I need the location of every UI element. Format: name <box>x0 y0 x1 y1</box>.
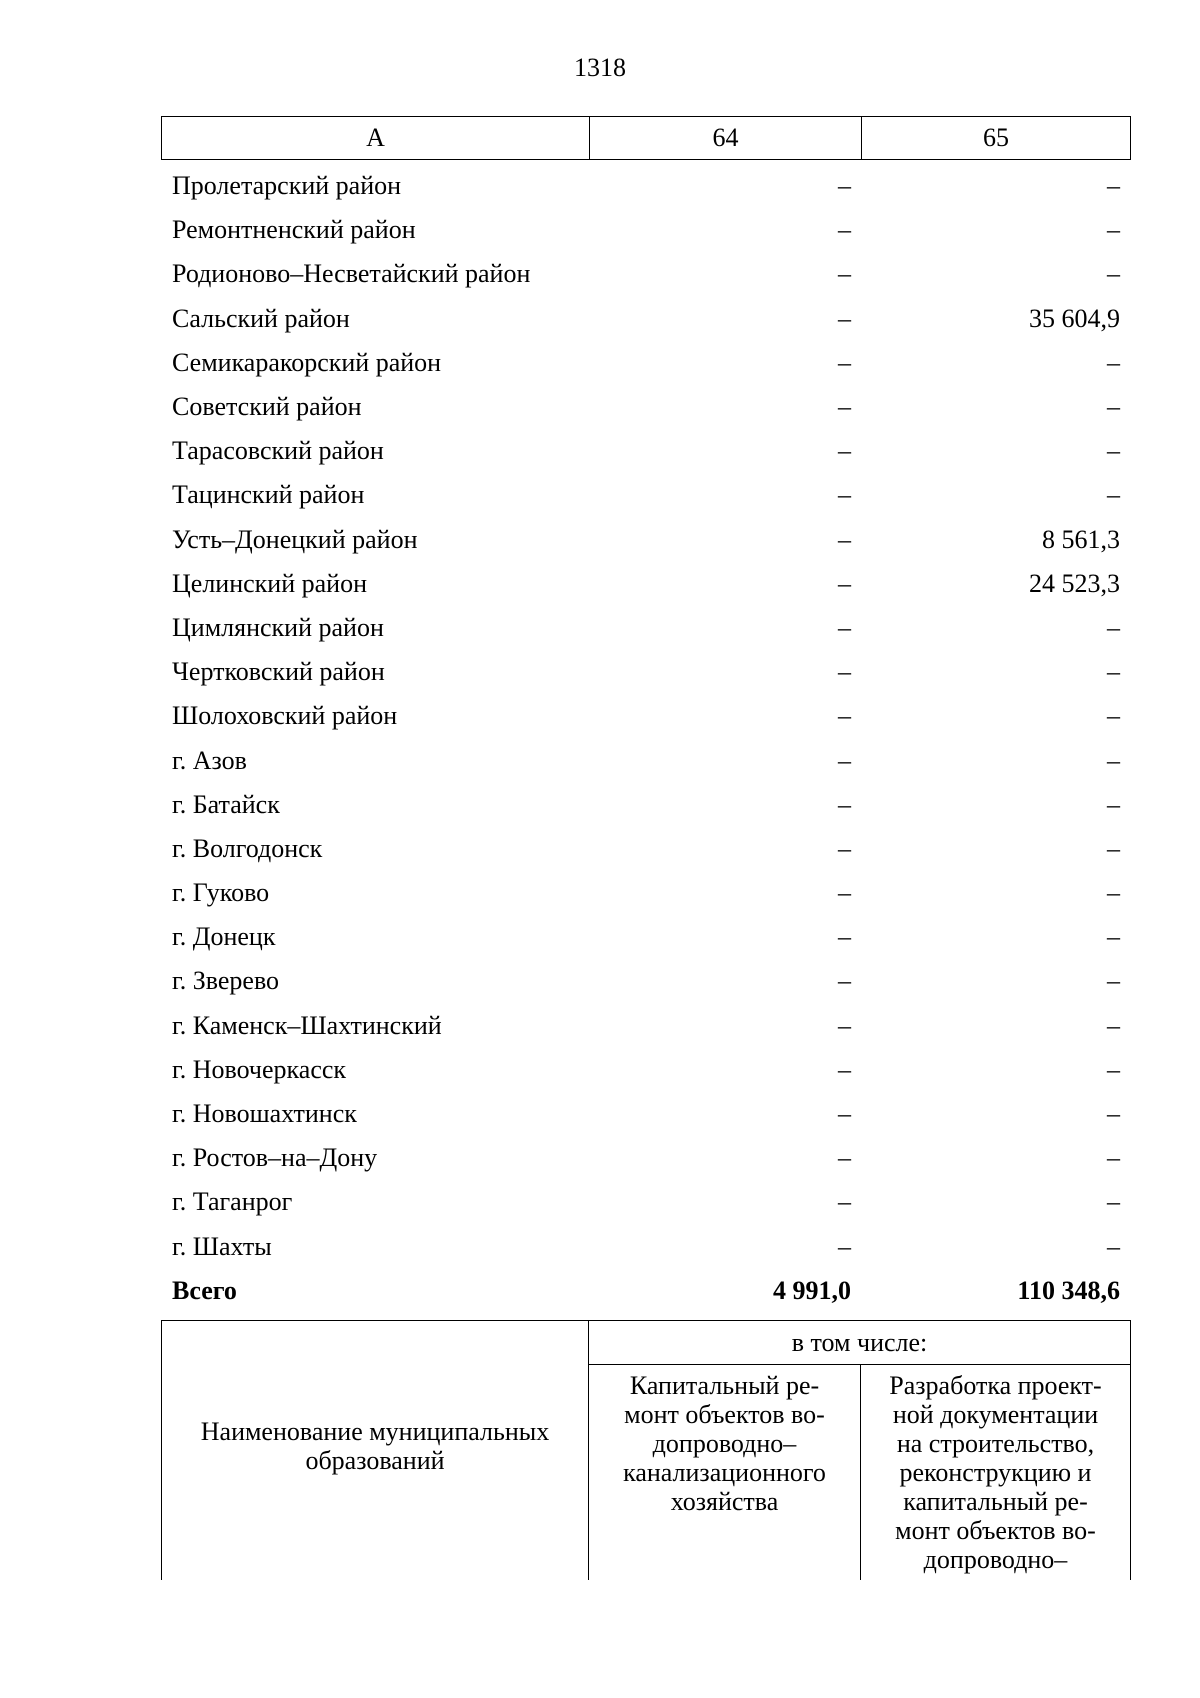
table-row <box>161 606 1131 650</box>
municipality-name-header-line: Наименование муниципальных <box>200 1416 550 1446</box>
value-col-65: – <box>1107 922 1120 952</box>
municipality-name: г. Азов <box>172 745 247 775</box>
table-row <box>161 385 1131 429</box>
value-col-65: – <box>1107 259 1120 289</box>
value-col-65: – <box>1107 392 1120 422</box>
value-col-64: – <box>838 1143 851 1173</box>
value-col-65: – <box>1107 701 1120 731</box>
table-row <box>161 694 1131 738</box>
value-col-64: – <box>838 259 851 289</box>
municipality-name: Родионово–Несветайский район <box>172 259 531 289</box>
municipality-name: Тарасовский район <box>172 436 384 466</box>
municipality-name-header-line: образований <box>305 1445 445 1475</box>
value-col-64: – <box>838 612 851 642</box>
column-header-65: 65 <box>983 123 1009 152</box>
value-col-64: – <box>838 745 851 775</box>
value-col-65: – <box>1107 657 1120 687</box>
value-col-64: – <box>838 215 851 245</box>
municipality-name: г. Шахты <box>172 1231 272 1261</box>
municipality-name: Усть–Донецкий район <box>172 524 418 554</box>
bottom-header-table <box>161 1320 1131 1580</box>
column-header-table <box>161 116 1131 160</box>
column-header-64: 64 <box>590 117 862 159</box>
value-col-64: – <box>838 171 851 201</box>
design-documentation-header-line: ной документации <box>892 1400 1099 1429</box>
design-documentation-header-line: реконструкцию и <box>899 1458 1092 1487</box>
total-label: Всего <box>172 1275 237 1305</box>
value-col-65: – <box>1107 833 1120 863</box>
design-documentation-header-line: на строительство, <box>896 1429 1095 1458</box>
design-documentation-header-line: капитальный ре- <box>903 1487 1088 1516</box>
municipality-name: Целинский район <box>172 568 367 598</box>
municipality-name: г. Таганрог <box>172 1187 293 1217</box>
value-col-64: – <box>838 922 851 952</box>
design-documentation-header-line: допроводно– <box>923 1545 1068 1574</box>
data-rows <box>161 164 1131 1313</box>
table-row <box>161 1048 1131 1092</box>
value-col-64: – <box>838 966 851 996</box>
municipality-name: г. Каменск–Шахтинский <box>172 1010 442 1040</box>
total-row <box>161 1269 1131 1313</box>
municipality-name: Цимлянский район <box>172 612 384 642</box>
municipality-name: Тацинский район <box>172 480 365 510</box>
value-col-65: – <box>1107 789 1120 819</box>
value-col-65: – <box>1107 878 1120 908</box>
value-col-64: – <box>838 524 851 554</box>
table-row <box>161 1004 1131 1048</box>
municipality-name: г. Новочеркасск <box>172 1054 347 1084</box>
capital-repair-header-line: Капитальный ре- <box>629 1371 820 1400</box>
value-col-64: – <box>838 1187 851 1217</box>
value-col-64: – <box>838 568 851 598</box>
table-row <box>161 562 1131 606</box>
municipality-name: г. Новошахтинск <box>172 1099 357 1129</box>
table-row <box>161 650 1131 694</box>
table-row <box>161 341 1131 385</box>
value-col-65: – <box>1107 745 1120 775</box>
municipality-name: г. Батайск <box>172 789 280 819</box>
value-col-65: – <box>1107 1143 1120 1173</box>
table-row <box>161 1092 1131 1136</box>
table-row <box>161 783 1131 827</box>
value-col-65: – <box>1107 1099 1120 1129</box>
table-row <box>161 827 1131 871</box>
value-col-65: – <box>1107 966 1120 996</box>
design-documentation-header <box>861 1365 1130 1580</box>
table-row <box>161 1136 1131 1180</box>
column-header-a: А <box>162 117 590 159</box>
value-col-64: – <box>838 436 851 466</box>
value-col-64: – <box>838 1099 851 1129</box>
value-col-65: – <box>1107 612 1120 642</box>
table-row <box>161 518 1131 562</box>
municipality-name: Шолоховский район <box>172 701 398 731</box>
value-col-65: 35 604,9 <box>1029 303 1120 333</box>
including-header: в том числе: <box>589 1321 1130 1365</box>
municipality-name: г. Зверево <box>172 966 280 996</box>
municipality-name: Советский район <box>172 392 362 422</box>
value-col-65: – <box>1107 215 1120 245</box>
municipality-name: Семикаракорский район <box>172 347 442 377</box>
table-row <box>161 473 1131 517</box>
table-row <box>161 297 1131 341</box>
value-col-65: – <box>1107 1187 1120 1217</box>
table-row <box>161 1180 1131 1224</box>
value-col-64: – <box>838 657 851 687</box>
value-col-65: 24 523,3 <box>1029 568 1120 598</box>
table-row <box>161 738 1131 782</box>
table-row <box>161 252 1131 296</box>
table-row <box>161 429 1131 473</box>
value-col-64: – <box>838 392 851 422</box>
municipality-name: г. Волгодонск <box>172 833 323 863</box>
value-col-64: – <box>838 789 851 819</box>
municipality-name: г. Ростов–на–Дону <box>172 1143 378 1173</box>
municipality-name: г. Донецк <box>172 922 276 952</box>
value-col-64: – <box>838 1054 851 1084</box>
value-col-64: – <box>838 701 851 731</box>
table-row <box>161 164 1131 208</box>
table-row <box>161 208 1131 252</box>
sub-headers <box>589 1365 1130 1580</box>
total-value-65: 110 348,6 <box>1017 1275 1120 1305</box>
value-col-65: – <box>1107 480 1120 510</box>
municipality-name: Пролетарский район <box>172 171 402 201</box>
value-col-65: – <box>1107 436 1120 466</box>
value-col-64: – <box>838 1231 851 1261</box>
municipality-name-header <box>162 1321 589 1580</box>
including-group <box>589 1321 1130 1580</box>
municipality-name: г. Гуково <box>172 878 270 908</box>
capital-repair-header-line: канализационного <box>623 1458 826 1487</box>
table-row <box>161 1225 1131 1269</box>
municipality-name: Сальский район <box>172 303 350 333</box>
capital-repair-header-line: допроводно– <box>652 1429 797 1458</box>
value-col-65: – <box>1107 1231 1120 1261</box>
municipality-name: Ремонтненский район <box>172 215 416 245</box>
table-row <box>161 915 1131 959</box>
value-col-65: – <box>1107 1010 1120 1040</box>
value-col-65: – <box>1107 1054 1120 1084</box>
value-col-65: – <box>1107 171 1120 201</box>
capital-repair-header-line: монт объектов во- <box>624 1400 825 1429</box>
municipality-name: Чертковский район <box>172 657 385 687</box>
value-col-64: – <box>838 878 851 908</box>
design-documentation-header-line: монт объектов во- <box>895 1516 1096 1545</box>
page-number: 1318 <box>574 53 626 82</box>
value-col-64: – <box>838 303 851 333</box>
value-col-64: – <box>838 1010 851 1040</box>
table-row <box>161 871 1131 915</box>
value-col-65: 8 561,3 <box>1042 524 1120 554</box>
capital-repair-header <box>589 1365 861 1580</box>
design-documentation-header-line: Разработка проект- <box>889 1371 1102 1400</box>
value-col-65: – <box>1107 347 1120 377</box>
value-col-64: – <box>838 833 851 863</box>
table-row <box>161 959 1131 1003</box>
value-col-64: – <box>838 347 851 377</box>
total-value-64: 4 991,0 <box>773 1275 851 1305</box>
value-col-64: – <box>838 480 851 510</box>
capital-repair-header-line: хозяйства <box>670 1487 779 1516</box>
